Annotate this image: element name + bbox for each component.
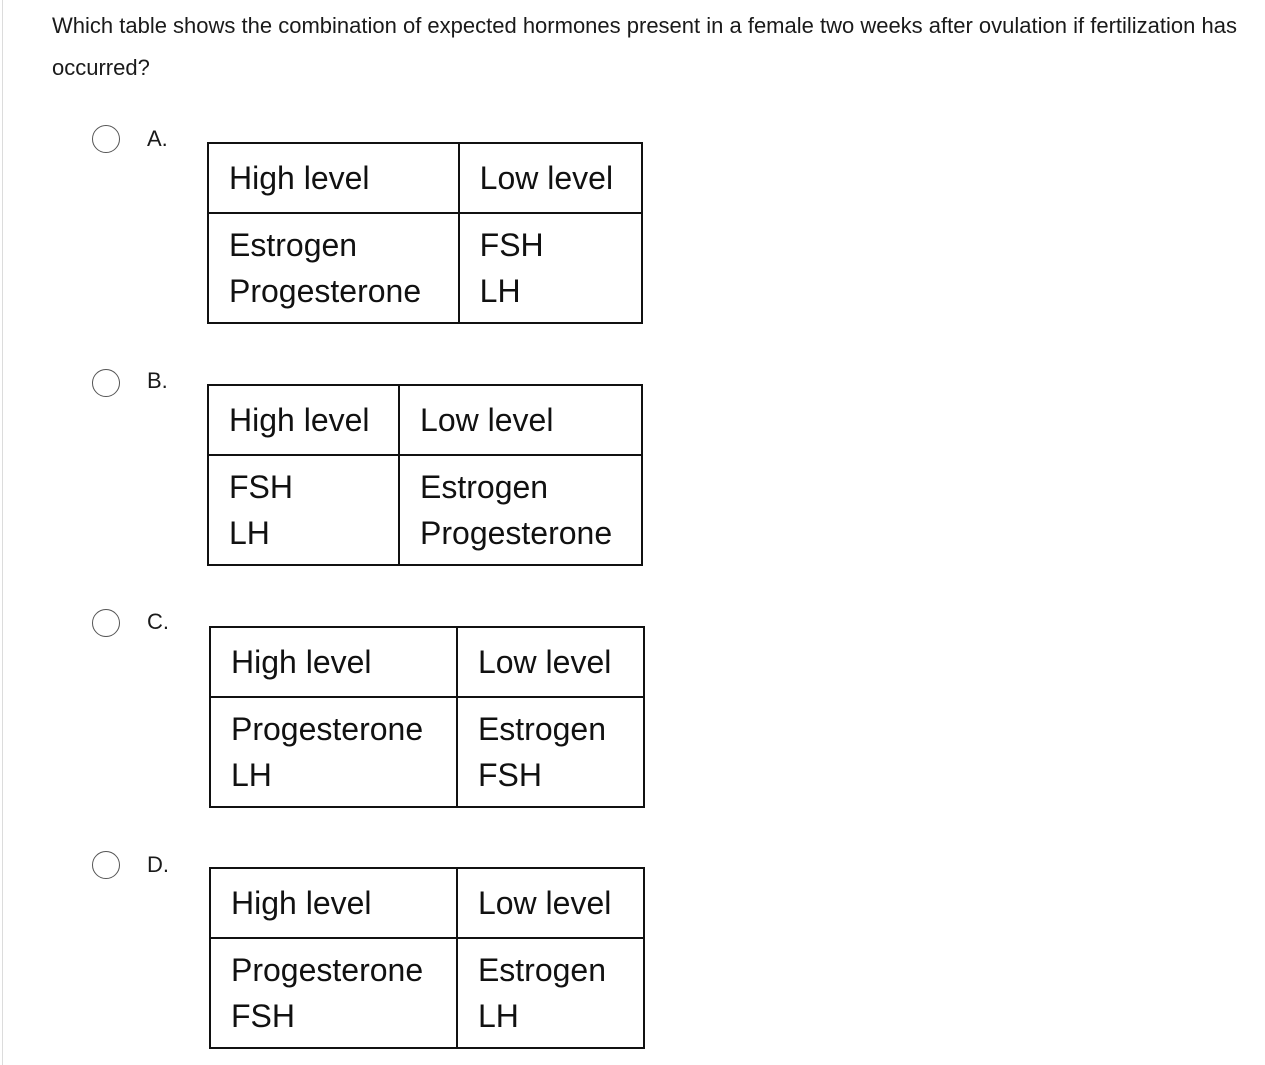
table-header-row [210, 868, 644, 938]
option-c-table [209, 626, 645, 808]
hormone-label: LH [477, 998, 519, 1034]
header-low-level: Low level [457, 868, 644, 938]
hormone-label: FSH [231, 998, 295, 1034]
table-row [208, 455, 642, 565]
hormone-label: LH [231, 757, 272, 793]
left-border [2, 0, 3, 1065]
low-level-cell [399, 455, 642, 565]
radio-option-d[interactable] [92, 851, 120, 879]
header-low-level: Low level [459, 143, 642, 213]
hormone-label: LH [229, 515, 270, 551]
header-low-level: Low level [457, 627, 644, 697]
high-level-cell [210, 697, 457, 807]
option-b-table [207, 384, 643, 566]
hormone-label: Estrogen [420, 469, 549, 505]
header-high-level: High level [208, 143, 459, 213]
option-a-table [207, 142, 643, 324]
option-a-letter: A. [147, 126, 168, 151]
header-high-level: High level [210, 868, 457, 938]
header-high-level: High level [208, 385, 399, 455]
high-level-cell [208, 455, 399, 565]
table-row [210, 697, 644, 807]
option-d-letter: D. [147, 852, 169, 877]
radio-option-a[interactable] [92, 125, 120, 153]
hormone-label: Progesterone [231, 952, 424, 988]
header-high-level: High level [210, 627, 457, 697]
hormone-label: Estrogen [477, 952, 607, 988]
hormone-label: FSH [229, 469, 293, 505]
table-header-row [208, 385, 642, 455]
hormone-label: FSH [477, 757, 542, 793]
hormone-label: Estrogen [477, 711, 607, 747]
radio-option-c[interactable] [92, 609, 120, 637]
hormone-label: Progesterone [420, 515, 613, 551]
low-level-cell [459, 213, 642, 323]
table-header-row [210, 627, 644, 697]
hormone-label: Estrogen [229, 227, 358, 263]
table-header-row [208, 143, 642, 213]
hormone-label: LH [479, 273, 521, 309]
header-low-level: Low level [399, 385, 642, 455]
hormone-label: FSH [479, 227, 544, 263]
high-level-cell [208, 213, 459, 323]
option-c-letter: C. [147, 609, 169, 634]
table-row [210, 938, 644, 1048]
high-level-cell [210, 938, 457, 1048]
option-b-letter: B. [147, 368, 168, 393]
low-level-cell [457, 938, 644, 1048]
hormone-label: Progesterone [231, 711, 424, 747]
option-d-table [209, 867, 645, 1049]
radio-option-b[interactable] [92, 369, 120, 397]
hormone-label: Progesterone [229, 273, 422, 309]
question-text: Which table shows the combination of expected hormones present in a female two weeks after ovulation if fertilization has occurred? [52, 13, 1237, 80]
table-row [208, 213, 642, 323]
low-level-cell [457, 697, 644, 807]
